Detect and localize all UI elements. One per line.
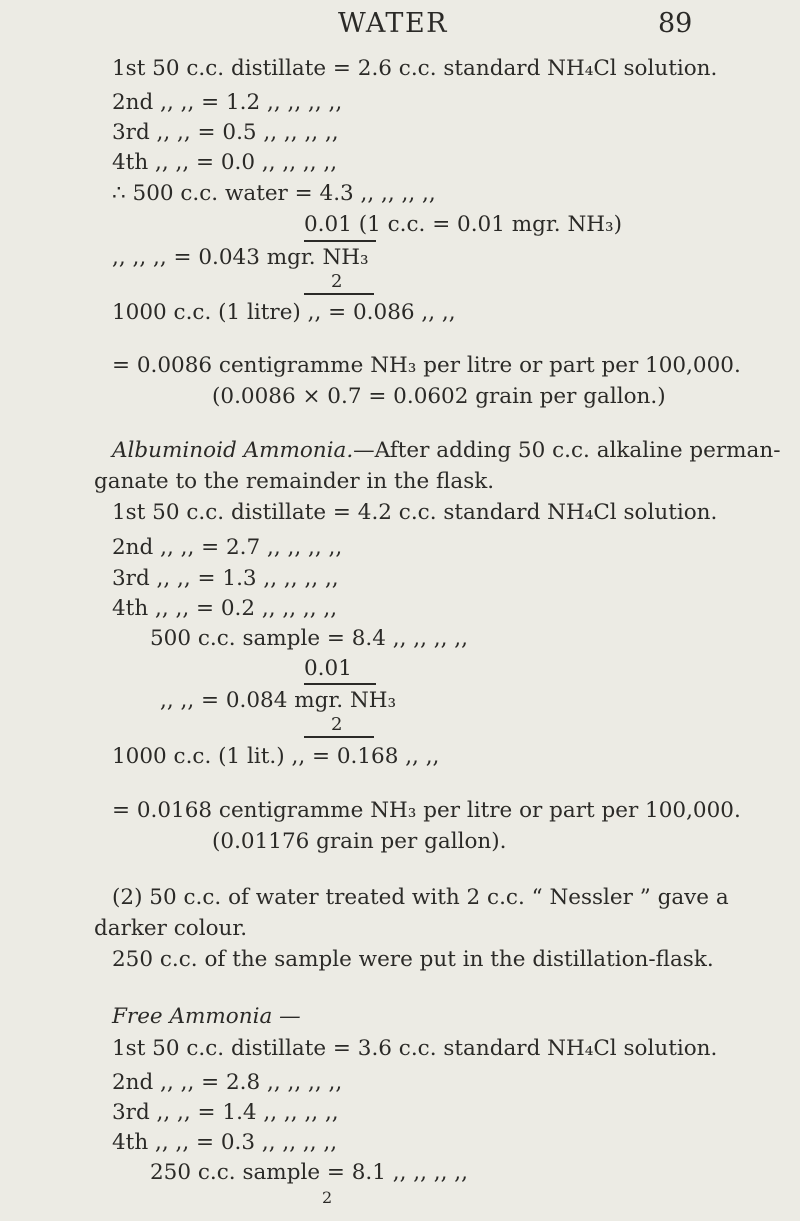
fraction-rule <box>304 736 374 738</box>
b1-line-9: = 0.0086 centigramme NH₃ per litre or part per 100,000. <box>112 353 741 378</box>
b4-line-2: 2nd ,, ,, = 2.8 ,, ,, ,, ,, <box>112 1070 343 1095</box>
b1-line-5: ∴ 500 c.c. water = 4.3 ,, ,, ,, ,, <box>112 181 436 206</box>
b1-line-4: 4th ,, ,, = 0.0 ,, ,, ,, ,, <box>112 150 338 175</box>
b2-line-3: 1st 50 c.c. distillate = 4.2 c.c. standard NH₄Cl solution. <box>112 500 718 525</box>
b4-line-1: 1st 50 c.c. distillate = 3.6 c.c. standard NH₄Cl solution. <box>112 1036 718 1061</box>
b4-denominator-1: 2 <box>322 1188 333 1207</box>
b2-line-2: ganate to the remainder in the flask. <box>94 469 495 494</box>
b1-denominator: 2 <box>331 271 343 292</box>
b1-line-6: 0.01 (1 c.c. = 0.01 mgr. NH₃) <box>304 212 623 237</box>
b2-line-7: 500 c.c. sample = 8.4 ,, ,, ,, ,, <box>150 626 468 651</box>
fraction-rule <box>304 683 376 685</box>
albuminoid-heading: Albuminoid Ammonia. <box>112 438 354 463</box>
b2-line-11: = 0.0168 centigramme NH₃ per litre or part per 100,000. <box>112 798 741 823</box>
b2-denominator: 2 <box>331 714 343 735</box>
b3-line-3: 250 c.c. of the sample were put in the distillation-flask. <box>112 947 714 972</box>
b1-line-1: 1st 50 c.c. distillate = 2.6 c.c. standard NH₄Cl solution. <box>112 56 718 81</box>
page-number: 89 <box>658 8 693 39</box>
b4-line-4: 4th ,, ,, = 0.3 ,, ,, ,, ,, <box>112 1130 338 1155</box>
b2-line-6: 4th ,, ,, = 0.2 ,, ,, ,, ,, <box>112 596 338 621</box>
b1-line-8: 1000 c.c. (1 litre) ,, = 0.086 ,, ,, <box>112 300 456 325</box>
b2-line-5: 3rd ,, ,, = 1.3 ,, ,, ,, ,, <box>112 566 339 591</box>
b1-line-7: ,, ,, ,, = 0.043 mgr. NH₃ <box>112 245 369 270</box>
b4-line-3: 3rd ,, ,, = 1.4 ,, ,, ,, ,, <box>112 1100 339 1125</box>
b2-line-12: (0.01176 grain per gallon). <box>212 829 507 854</box>
b2-line-4: 2nd ,, ,, = 2.7 ,, ,, ,, ,, <box>112 535 343 560</box>
b4-line-5: 250 c.c. sample = 8.1 ,, ,, ,, ,, <box>150 1160 468 1185</box>
fraction-rule <box>304 293 374 295</box>
b3-line-2: darker colour. <box>94 916 248 941</box>
b2-line-9: ,, ,, = 0.084 mgr. NH₃ <box>160 688 397 713</box>
fraction-rule <box>304 240 376 242</box>
b3-line-1: (2) 50 c.c. of water treated with 2 c.c. “ Nessler ” gave a <box>112 885 729 910</box>
b1-line-10: (0.0086 × 0.7 = 0.0602 grain per gallon.) <box>212 384 666 409</box>
b2-line-1 <box>112 440 780 462</box>
b2-line-8: 0.01 <box>304 656 352 681</box>
b1-line-2: 2nd ,, ,, = 1.2 ,, ,, ,, ,, <box>112 90 343 115</box>
b1-line-3: 3rd ,, ,, = 0.5 ,, ,, ,, ,, <box>112 120 339 145</box>
b2-line-10: 1000 c.c. (1 lit.) ,, = 0.168 ,, ,, <box>112 744 440 769</box>
running-head-title: WATER <box>338 8 448 39</box>
b2-line-1-rest: —After adding 50 c.c. alkaline perman- <box>353 438 781 463</box>
free-ammonia-heading: Free Ammonia — <box>112 1004 301 1029</box>
